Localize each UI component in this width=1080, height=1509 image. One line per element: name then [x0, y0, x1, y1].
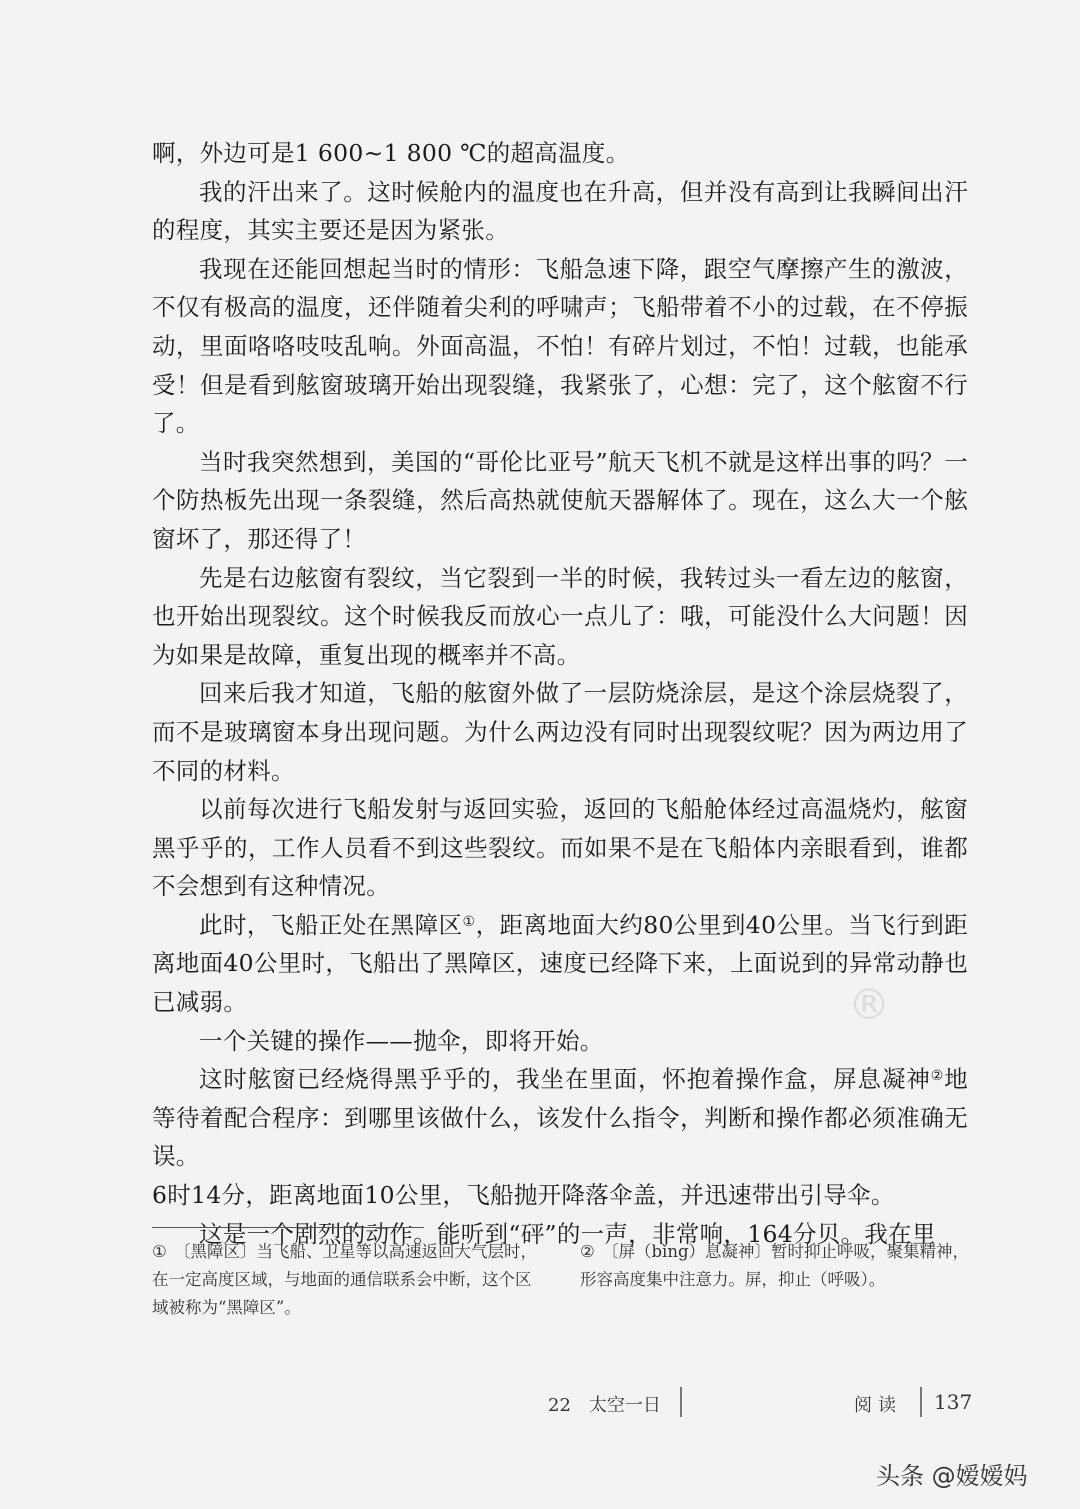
- paragraph-8-part-b: ，距离地面大约80公里到40公里。当飞行到距离地面40公里时，飞船出了黑障区，速度已经降下来，上面说到的异常动静也已减弱。: [152, 910, 968, 1017]
- footnote-ref-2[interactable]: ②: [930, 1068, 945, 1085]
- footnote-ref-1[interactable]: ①: [462, 914, 476, 931]
- footnote-2-mark: ②: [580, 1242, 595, 1261]
- paragraph-8: [152, 906, 968, 1022]
- paragraph-4: 当时我突然想到，美国的“哥伦比亚号”航天飞机不就是这样出事的吗？一个防热板先出现一条裂缝，然后高热就使航天器解体了。现在，这么大一个舷窗坏了，那还得了！: [152, 447, 968, 553]
- footnote-1-mark: ①: [152, 1242, 167, 1261]
- page-number: 137: [934, 1390, 973, 1414]
- page-footer: [0, 1391, 1080, 1421]
- paragraph-11: 6时14分，距离地面10公里，飞船抛开降落伞盖，并迅速带出引导伞。: [152, 1181, 895, 1210]
- paragraph-7: 以前每次进行飞船发射与返回实验，返回的飞船舱体经过高温烧灼，舷窗黑乎乎的，工作人员看不到这些裂纹。而如果不是在飞船体内亲眼看到，谁都不会想到有这种情况。: [152, 795, 968, 901]
- source-watermark: 头条 @嫒嫒妈: [876, 1462, 1028, 1490]
- registered-watermark: ®: [848, 980, 890, 1029]
- footer-section-label: 阅读: [854, 1395, 902, 1416]
- paragraph-12: 这是一个剧烈的动作。能听到“砰”的一声，非常响，164分贝。我在里: [199, 1219, 936, 1248]
- footnote-divider: [152, 1227, 424, 1228]
- footer-divider-right: [920, 1387, 922, 1417]
- footnote-1: [152, 1238, 542, 1322]
- paragraph-9: 一个关键的操作——抛伞，即将开始。: [199, 1026, 604, 1055]
- footer-divider-left: [680, 1387, 682, 1417]
- footer-chapter-title: 22 太空一日: [548, 1395, 661, 1416]
- paragraph-10-part-b: 地等待着配合程序：到哪里该做什么，该发什么指令，判断和操作都必须准确无误。: [152, 1065, 969, 1171]
- paragraph-8-part-a: 此时，飞船正处在黑障区: [199, 910, 463, 939]
- paragraph-6: 回来后我才知道，飞船的舷窗外做了一层防烧涂层，是这个涂层烧裂了，而不是玻璃窗本身出现问题。为什么两边没有同时出现裂纹呢？因为两边用了不同的材料。: [152, 679, 968, 785]
- paragraph-5: 先是右边舷窗有裂纹，当它裂到一半的时候，我转过头一看左边的舷窗，也开始出现裂纹。这个时候我反而放心一点儿了：哦，可能没什么大问题！因为如果是故障，重复出现的概率并不高。: [152, 563, 968, 669]
- paragraph-10: [152, 1060, 968, 1176]
- paragraph-2: 我的汗出来了。这时候舱内的温度也在升高，但并没有高到让我瞬间出汗的程度，其实主要还是因为紧张。: [152, 177, 968, 245]
- article-body: [152, 134, 968, 1253]
- paragraph-3: 我现在还能回想起当时的情形：飞船急速下降，跟空气摩擦产生的激波，不仅有极高的温度，还伴随着尖利的呼啸声；飞船带着不小的过载，在不停振动，里面咯咯吱吱乱响。外面高温，不怕！有碎片划过，不怕！过载，也能承受！但是看到舷窗玻璃开始出现裂缝，我紧张了，心想：完了，这个舷窗不行了。: [152, 254, 968, 438]
- footnote-2-text: 〔屏（bǐng）息凝神〕暂时抑止呼吸，聚集精神，形容高度集中注意力。屏，抑止（呼吸）。: [580, 1242, 970, 1289]
- paragraph-10-part-a: 这时舷窗已经烧得黑乎乎的，我坐在里面，怀抱着操作盒，屏息凝神: [199, 1065, 931, 1094]
- paragraph-1: 啊，外边可是1 600~1 800 ℃的超高温度。: [152, 139, 630, 167]
- footnote-2: [580, 1238, 972, 1294]
- footnote-1-text: 〔黑障区〕当飞船、卫星等以高速返回大气层时，在一定高度区域，与地面的通信联系会中断，这个区域被称为“黑障区”。: [152, 1242, 537, 1317]
